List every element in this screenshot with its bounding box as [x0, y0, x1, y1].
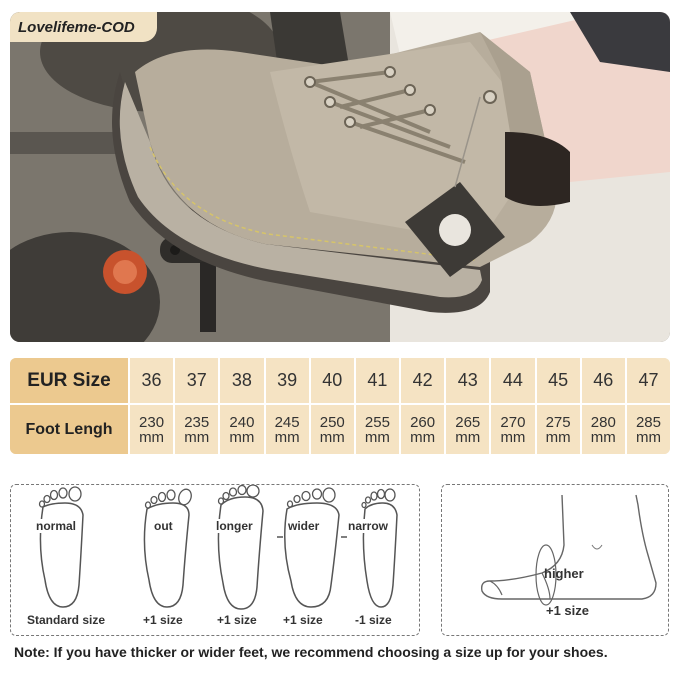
foot-size-advice: +1 size — [217, 613, 257, 627]
foot-type-label: out — [154, 519, 173, 533]
foot-length-value: 255 — [364, 413, 390, 431]
foot-length-value: 285 — [635, 413, 661, 431]
foot-length-unit: mm — [139, 428, 165, 446]
eur-size-cell: 45 — [535, 358, 580, 403]
foot-outline-icon — [277, 485, 347, 615]
product-photo — [10, 12, 670, 342]
foot-length-unit: mm — [184, 428, 210, 446]
foot-length-cell — [128, 405, 173, 454]
foot-length-row — [10, 405, 670, 454]
eur-size-cell: 40 — [309, 358, 354, 403]
eur-size-cell: 37 — [173, 358, 218, 403]
foot-length-cell — [218, 405, 263, 454]
foot-normal — [25, 485, 106, 635]
eur-size-cell: 42 — [399, 358, 444, 403]
foot-length-value: 230 — [139, 413, 165, 431]
foot-length-value: 235 — [184, 413, 210, 431]
brand-name: Lovelifeme-COD — [18, 18, 135, 36]
foot-length-cell — [625, 405, 670, 454]
eur-size-cell: 39 — [264, 358, 309, 403]
foot-outline-icon — [345, 485, 415, 615]
foot-length-unit: mm — [410, 428, 436, 446]
foot-type-label: normal — [36, 519, 77, 533]
foot-size-advice: +1 size — [283, 613, 323, 627]
foot-length-value: 270 — [500, 413, 526, 431]
foot-wider — [277, 485, 347, 635]
brand-tag — [10, 12, 157, 42]
foot-size-advice: Standard size — [27, 613, 106, 627]
foot-length-cell — [309, 405, 354, 454]
foot-type-label: wider — [288, 519, 320, 533]
foot-outline-icon — [207, 485, 277, 615]
foot-length-value: 250 — [319, 413, 345, 431]
instep-label: higher — [544, 566, 584, 581]
foot-outline-icon — [25, 485, 95, 615]
foot-out — [133, 485, 203, 635]
foot-length-unit: mm — [590, 428, 616, 446]
foot-length-unit: mm — [229, 428, 255, 446]
eur-size-row — [10, 358, 670, 403]
foot-length-cell — [173, 405, 218, 454]
foot-length-header: Foot Lengh — [10, 405, 128, 454]
size-chart-table — [10, 358, 670, 454]
foot-size-advice: +1 size — [143, 613, 183, 627]
foot-length-unit: mm — [500, 428, 526, 446]
eur-size-cell: 43 — [444, 358, 489, 403]
foot-length-unit: mm — [364, 428, 390, 446]
foot-shape-panel — [10, 484, 420, 636]
foot-length-unit: mm — [319, 428, 345, 446]
eur-size-cell: 36 — [128, 358, 173, 403]
foot-narrow — [345, 485, 415, 635]
size-note: Note: If you have thicker or wider feet, we recommend choosing a size up for your shoes. — [14, 644, 608, 660]
foot-length-cell — [580, 405, 625, 454]
eur-size-header: EUR Size — [10, 358, 128, 403]
eur-size-cell: 47 — [625, 358, 670, 403]
foot-length-cell — [444, 405, 489, 454]
foot-length-unit: mm — [274, 428, 300, 446]
foot-length-unit: mm — [545, 428, 571, 446]
foot-length-cell — [354, 405, 399, 454]
foot-longer — [207, 485, 277, 635]
foot-length-cell — [535, 405, 580, 454]
foot-length-value: 280 — [590, 413, 616, 431]
foot-length-cell — [489, 405, 534, 454]
foot-length-unit: mm — [455, 428, 481, 446]
foot-length-value: 260 — [410, 413, 436, 431]
foot-type-label: narrow — [348, 519, 389, 533]
foot-length-value: 240 — [229, 413, 255, 431]
instep-size-advice: +1 size — [546, 603, 590, 618]
foot-outline-icon — [133, 485, 203, 615]
foot-length-cell — [399, 405, 444, 454]
instep-panel — [441, 484, 669, 636]
eur-size-cell: 41 — [354, 358, 399, 403]
boot-illustration — [10, 12, 670, 342]
foot-type-label: longer — [216, 519, 253, 533]
foot-size-advice: -1 size — [355, 613, 392, 627]
foot-length-value: 265 — [455, 413, 481, 431]
foot-length-value: 275 — [545, 413, 571, 431]
eur-size-cell: 38 — [218, 358, 263, 403]
eur-size-cell: 46 — [580, 358, 625, 403]
foot-length-value: 245 — [274, 413, 300, 431]
foot-length-cell — [264, 405, 309, 454]
eur-size-cell: 44 — [489, 358, 534, 403]
foot-length-unit: mm — [635, 428, 661, 446]
